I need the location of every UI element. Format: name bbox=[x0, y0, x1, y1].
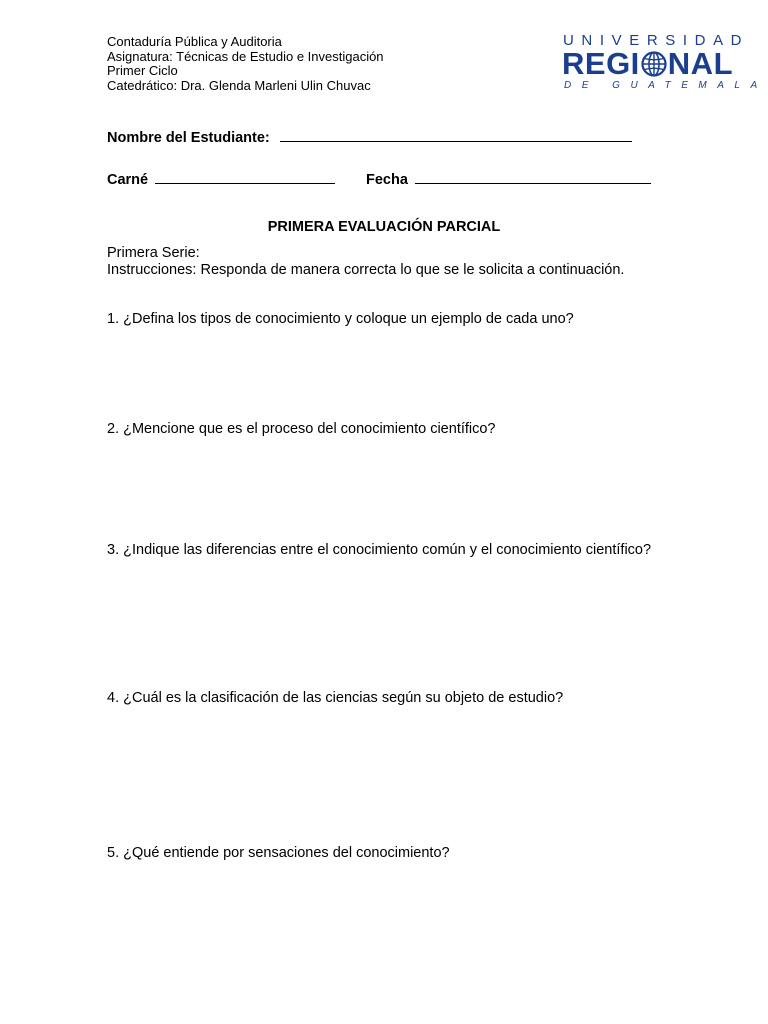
student-name-blank[interactable] bbox=[280, 129, 632, 142]
question-3: 3. ¿Indique las diferencias entre el conocimiento común y el conocimiento científico? bbox=[107, 542, 652, 558]
subject-name: Asignatura: Técnicas de Estudio e Investigación bbox=[107, 48, 384, 64]
course-info bbox=[107, 35, 384, 93]
series-label: Primera Serie: bbox=[107, 245, 200, 261]
logo-main-left: REGI bbox=[562, 46, 640, 81]
date-label: Fecha bbox=[366, 172, 408, 188]
cycle-name: Primer Ciclo bbox=[107, 63, 178, 78]
logo-bottom-text: DE GUATEMALA bbox=[564, 80, 768, 91]
question-5: 5. ¿Qué entiende por sensaciones del conocimiento? bbox=[107, 845, 450, 861]
logo-main-text bbox=[562, 46, 733, 82]
question-4: 4. ¿Cuál es la clasificación de las ciencias según su objeto de estudio? bbox=[107, 690, 564, 706]
professor-name: Catedrático: Dra. Glenda Marleni Ulin Chuvac bbox=[107, 77, 371, 93]
globe-icon bbox=[641, 51, 667, 77]
program-name: Contaduría Pública y Auditoria bbox=[107, 34, 282, 49]
university-logo bbox=[562, 32, 768, 96]
exam-title: PRIMERA EVALUACIÓN PARCIAL bbox=[267, 219, 501, 235]
instructions-text: Instrucciones: Responda de manera correcta lo que se le solicita a continuación. bbox=[107, 262, 625, 278]
question-1: 1. ¿Defina los tipos de conocimiento y coloque un ejemplo de cada uno? bbox=[107, 311, 574, 327]
date-blank[interactable] bbox=[415, 171, 651, 184]
carne-blank[interactable] bbox=[155, 171, 335, 184]
logo-top-text: UNIVERSIDAD bbox=[563, 32, 750, 49]
logo-main-right: NAL bbox=[667, 46, 734, 81]
carne-field bbox=[107, 171, 335, 188]
question-2: 2. ¿Mencione que es el proceso del conocimiento científico? bbox=[107, 421, 496, 437]
carne-label: Carné bbox=[107, 172, 149, 188]
student-name-field bbox=[107, 129, 632, 146]
student-name-label: Nombre del Estudiante: bbox=[107, 130, 270, 146]
date-field bbox=[366, 171, 651, 188]
